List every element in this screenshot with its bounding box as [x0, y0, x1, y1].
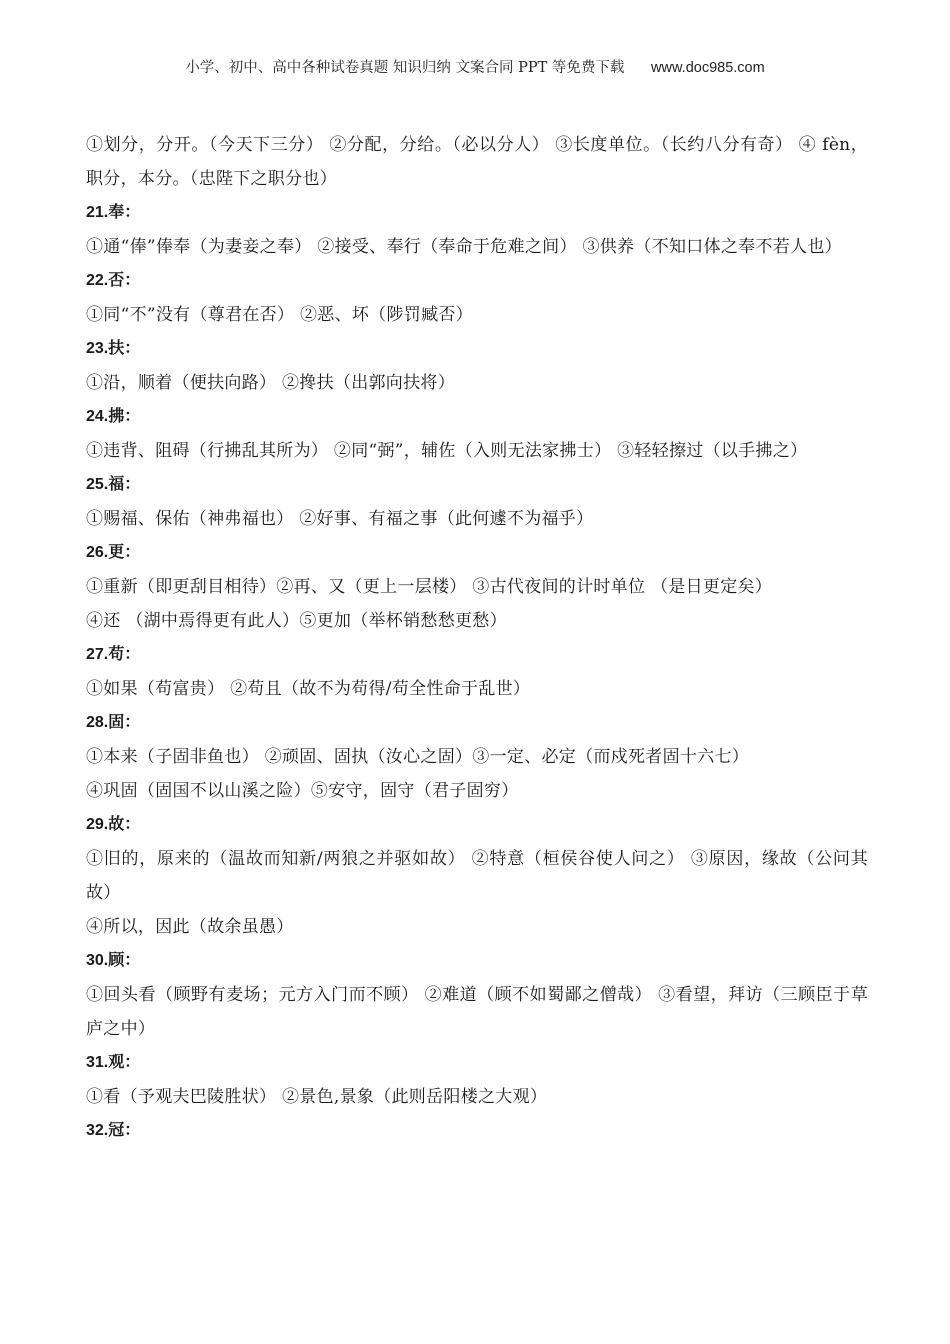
definition-line: ④还 （湖中焉得更有此人）⑤更加（举杯销愁愁更愁） [86, 611, 507, 631]
entry-heading: 22.否： [86, 272, 141, 289]
entry-heading: 32.冠： [86, 1122, 141, 1139]
definition-line: ④所以，因此（故余虽愚） [86, 917, 294, 937]
entry-guan [86, 1046, 868, 1114]
definition-line: ①回头看（顾野有麦场；元方入门而不顾） ②难道（顾不如蜀鄙之僧哉） ③看望，拜访（三顾臣于草庐之中） [86, 985, 868, 1039]
definition-line: ①通“俸”俸奉（为妻妾之奉） ②接受、奉行（奉命于危难之间） ③供养（不知口体之奉不若人也） [86, 237, 842, 257]
entry-heading: 30.顾： [86, 952, 141, 969]
entry-fu [86, 332, 868, 400]
entry-heading: 26.更： [86, 544, 141, 561]
entry-heading: 24.拂： [86, 408, 141, 425]
definition-line: ①违背、阻碍（行拂乱其所为） ②同“弼”，辅佐（入则无法家拂士） ③轻轻擦过（以手拂之） [86, 441, 808, 461]
definition-line: ①本来（子固非鱼也） ②顽固、固执（汝心之固）③一定、必定（而戍死者固十六七） [86, 747, 750, 767]
entry-gou [86, 638, 868, 706]
page-header [0, 56, 950, 77]
entry-heading: 23.扶： [86, 340, 141, 357]
entry-heading: 28.固： [86, 714, 141, 731]
entry-heading: 25.福： [86, 476, 141, 493]
entry-heading: 27.苟： [86, 646, 141, 663]
definition-line: ①沿，顺着（便扶向路） ②搀扶（出郭向扶将） [86, 373, 456, 393]
header-url[interactable]: www.doc985.com [651, 60, 765, 76]
entry-heading: 21.奉： [86, 204, 141, 221]
definition-line: ①旧的，原来的（温故而知新/两狼之并驱如故） ②特意（桓侯谷使人问之） ③原因，缘故（公问其故） [86, 849, 868, 903]
entry-gu2 [86, 808, 868, 944]
entry-fu3 [86, 468, 868, 536]
entry-geng [86, 536, 868, 638]
header-text: 小学、初中、高中各种试卷真题 知识归纳 文案合同 PPT 等免费下载 [185, 60, 625, 76]
entry-intro [86, 128, 868, 196]
entry-feng [86, 196, 868, 264]
entry-heading: 31.观： [86, 1054, 141, 1071]
entry-gu [86, 706, 868, 808]
entry-gu3 [86, 944, 868, 1046]
definition-line: ①划分，分开。（今天下三分） ②分配，分给。（必以分人） ③长度单位。（长约八分有奇） ④ fèn，职分，本分。（忠陛下之职分也） [86, 135, 868, 189]
definition-line: ①重新（即更刮目相待）②再、又（更上一层楼） ③古代夜间的计时单位 （是日更定矣） [86, 577, 773, 597]
definition-line: ①如果（苟富贵） ②苟且（故不为苟得/苟全性命于乱世） [86, 679, 531, 699]
definition-line: ①同“不”没有（尊君在否） ②恶、坏（陟罚臧否） [86, 305, 473, 325]
definition-line: ①赐福、保佑（神弗福也） ②好事、有福之事（此何遽不为福乎） [86, 509, 594, 529]
definition-line: ④巩固（固国不以山溪之险）⑤安守，固守（君子固穷） [86, 781, 519, 801]
entry-fou [86, 264, 868, 332]
document-body [86, 128, 868, 1148]
entry-heading: 29.故： [86, 816, 141, 833]
entry-fu2 [86, 400, 868, 468]
entry-guan2 [86, 1114, 868, 1148]
definition-line: ①看（予观夫巴陵胜状） ②景色,景象（此则岳阳楼之大观） [86, 1087, 548, 1107]
